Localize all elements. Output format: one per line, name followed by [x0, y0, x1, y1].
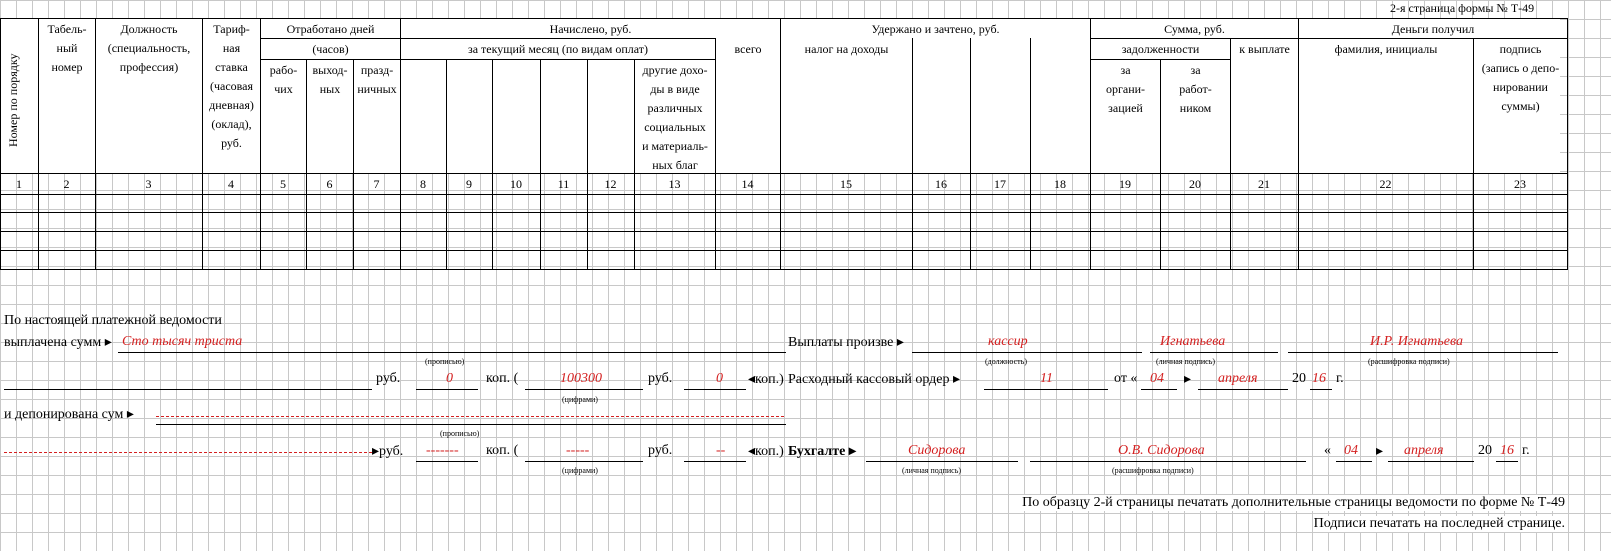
- col-number: 21: [1258, 177, 1270, 191]
- col-21-header: к выплате: [1239, 42, 1290, 56]
- accrued-sub-header: за текущий месяц (по видам оплат): [467, 42, 649, 56]
- col-22-header: фамилия, инициалы: [1334, 42, 1438, 56]
- year-suffix: г.: [1336, 371, 1344, 386]
- col-number: 1: [16, 177, 22, 191]
- withheld-group-header: Удержано и зачтено, руб.: [871, 22, 1000, 36]
- col-number: 10: [510, 177, 522, 191]
- col-number: 23: [1514, 177, 1526, 191]
- col-15-header: налог на доходы: [804, 42, 889, 56]
- signature-caption-2: (личная подпись): [902, 466, 962, 475]
- open-quote-2: «: [1324, 443, 1331, 458]
- position-caption: (должность): [985, 357, 1027, 366]
- deposited-rub-dash[interactable]: [4, 444, 372, 453]
- year-field[interactable]: 16: [1312, 371, 1326, 386]
- position-field[interactable]: кассир: [988, 334, 1028, 349]
- col-13-header: другие дохо- ды в виде различных социальных и материаль- ных благ: [642, 63, 708, 172]
- year-prefix: 20: [1292, 371, 1306, 386]
- paid-words-field[interactable]: Сто тысяч триста: [122, 334, 243, 349]
- day-field-2[interactable]: 04: [1344, 443, 1358, 458]
- deposited-kop-digits-field[interactable]: --: [716, 443, 726, 458]
- day-arrow-2: ▸: [1376, 444, 1384, 459]
- digits-caption-2: (цифрами): [562, 466, 598, 475]
- decoded-signature-field-1[interactable]: И.Р. Игнатьева: [1370, 334, 1463, 349]
- deposited-label: и депонирована сум ▸: [4, 407, 134, 422]
- col-3-header: Должность (специальность, профессия): [107, 22, 191, 74]
- day-field[interactable]: 04: [1150, 371, 1164, 386]
- deposited-kop-words-field[interactable]: -------: [426, 443, 459, 458]
- accrued-group-header: Начислено, руб.: [549, 22, 632, 36]
- col-number: 18: [1054, 177, 1066, 191]
- col-number: 12: [604, 177, 617, 191]
- col-number: 22: [1379, 177, 1392, 191]
- deposited-digits-field[interactable]: -----: [566, 443, 590, 458]
- words-caption: (прописью): [425, 357, 465, 366]
- col-20-header: за работ- ником: [1179, 63, 1212, 115]
- col-5-header: рабо- чих: [269, 63, 298, 96]
- signature-field-2[interactable]: Сидорова: [908, 443, 966, 458]
- accountant-label: Бухгалте ▸: [788, 444, 856, 459]
- col-number: 4: [228, 177, 234, 191]
- col-2-header: Табель- ный номер: [47, 22, 87, 74]
- paid-label: выплачена сумм ▸: [4, 335, 112, 350]
- year-field-2[interactable]: 16: [1500, 443, 1514, 458]
- col-number: 3: [145, 177, 152, 191]
- signature-caption-1: (личная подпись): [1156, 357, 1216, 366]
- digits-caption-1: (цифрами): [562, 395, 598, 404]
- month-field[interactable]: апреля: [1218, 371, 1258, 386]
- year-prefix-2: 20: [1478, 443, 1492, 458]
- kop-label-2: коп. (: [486, 443, 519, 458]
- deposited-words-dash[interactable]: [156, 404, 784, 417]
- worked-group-sub: (часов): [312, 42, 349, 56]
- col-number: 13: [668, 177, 681, 191]
- col-number: 14: [741, 177, 754, 191]
- payouts-label: Выплаты произве ▸: [788, 335, 904, 350]
- kop-close-label-2: ◂коп.): [748, 444, 784, 459]
- decoded-caption-1: (расшифровка подписи): [1368, 357, 1450, 366]
- form-title: 2-я страница формы № Т-49: [1390, 1, 1535, 15]
- rub-label-2: руб.: [648, 371, 673, 386]
- col-7-header: празд- ничных: [357, 63, 397, 96]
- col-number: 8: [420, 177, 426, 191]
- paid-kop-digits-field[interactable]: 0: [716, 371, 723, 386]
- col-23-header: подпись (запись о депо- нировании суммы): [1481, 42, 1560, 113]
- statement-label: По настоящей платежной ведомости: [4, 313, 222, 328]
- signature-field-1[interactable]: Игнатьева: [1160, 334, 1226, 349]
- col-number: 7: [373, 177, 380, 191]
- col-4-header: Тариф- ная ставка (часовая дневная) (оклад), руб.: [209, 22, 254, 150]
- col-19-header: за органи- зацией: [1105, 63, 1146, 115]
- cash-order-label: Расходный кассовый ордер ▸: [788, 372, 961, 387]
- order-number-field[interactable]: 11: [1040, 371, 1053, 386]
- month-field-2[interactable]: апреля: [1404, 443, 1444, 458]
- sum-group-header: Сумма, руб.: [1164, 22, 1225, 36]
- kop-label-1: коп. (: [486, 371, 519, 386]
- paid-digits-field[interactable]: 100300: [560, 371, 602, 386]
- col-6-header: выход- ных: [312, 63, 348, 96]
- col-1-header: Номер по порядку: [6, 40, 28, 160]
- col-number: 5: [280, 177, 286, 191]
- col-number: 15: [840, 177, 852, 191]
- col-number: 2: [63, 177, 70, 191]
- received-group-header: Деньги получил: [1391, 22, 1475, 36]
- year-suffix-2: г.: [1522, 443, 1530, 458]
- col-number: 20: [1189, 177, 1201, 191]
- col-number: 17: [994, 177, 1006, 191]
- from-label: от «: [1114, 371, 1138, 386]
- kop-close-label-1: ◂коп.): [748, 372, 784, 387]
- words-caption-2: (прописью): [440, 429, 480, 438]
- rub-label-3: ▸руб.: [372, 444, 404, 459]
- debt-group-header: задолженности: [1121, 42, 1200, 56]
- col-number: 6: [326, 177, 333, 191]
- col-14-header: всего: [734, 42, 762, 56]
- col-number: 16: [935, 177, 947, 191]
- note-additional-pages: По образцу 2-й страницы печатать дополнительные страницы ведомости по форме № Т-49: [1022, 495, 1565, 510]
- worked-group-header: Отработано дней: [286, 22, 375, 36]
- col-number: 19: [1119, 177, 1131, 191]
- decoded-caption-2: (расшифровка подписи): [1112, 466, 1194, 475]
- decoded-signature-field-2[interactable]: О.В. Сидорова: [1118, 443, 1205, 458]
- day-arrow: ▸: [1184, 372, 1192, 387]
- rub-label-4: руб.: [648, 443, 673, 458]
- rub-label-1: руб.: [376, 371, 401, 386]
- note-signatures: Подписи печатать на последней странице.: [1313, 516, 1565, 531]
- col-number: 9: [466, 177, 472, 191]
- col-number: 11: [557, 177, 570, 191]
- paid-kop-words-field[interactable]: 0: [446, 371, 453, 386]
